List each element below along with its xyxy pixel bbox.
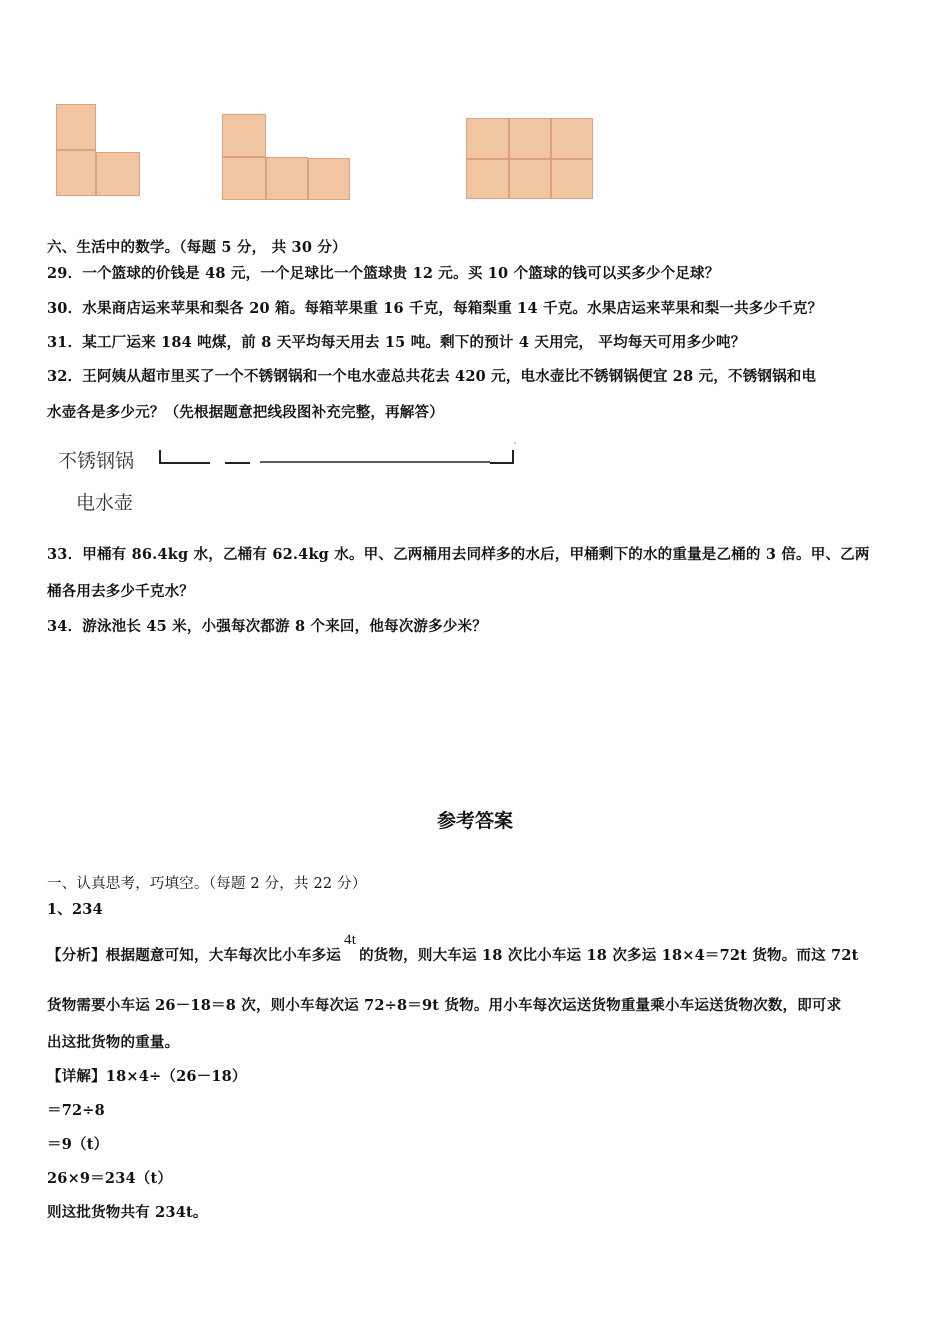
question-29: 29．一个篮球的价钱是 48 元，一个足球比一个篮球贵 12 元。买 10 个篮球的钱可以买多少个足球？ (47, 265, 720, 282)
square (266, 157, 308, 200)
answers-title: 参考答案 (436, 810, 513, 832)
square (551, 159, 593, 199)
segment-label-pot: 不锈钢锅 (58, 450, 135, 472)
figure-rectangle-grid (466, 118, 594, 200)
square (551, 118, 593, 159)
question-32-line1: 32．王阿姨从超市里买了一个不锈钢锅和一个电水壶总共花去 420 元，电水壶比不锈钢锅便宜 28 元，不锈钢锅和电 (47, 368, 817, 385)
question-32-line2: 水壶各是多少元？（先根据题意把线段图补充完整，再解答） (47, 404, 444, 421)
analysis-part1: 【分析】根据题意可知，大车每次比小车多运 (47, 947, 341, 964)
detail-line3: ＝9（t） (47, 1136, 109, 1153)
square (222, 114, 266, 157)
analysis-part2: 的货物，则大车运 18 次比小车运 18 次多运 18×4＝72t 货物。而这 72t (359, 947, 859, 964)
square (222, 157, 266, 200)
question-31: 31．某工厂运来 184 吨煤，前 8 天平均每天用去 15 吨。剩下的预计 4 天用完， 平均每天可用多少吨？ (47, 334, 746, 351)
analysis-line2: 货物需要小车运 26－18＝8 次，则小车每次运 72÷8＝9t 货物。用小车每次运送货物重量乘小车运送货物次数，即可求 (47, 997, 842, 1014)
square (466, 118, 509, 159)
question-33-line1: 33．甲桶有 86.4kg 水，乙桶有 62.4kg 水。甲、乙两桶用去同样多的水后，甲桶剩下的水的重量是乙桶的 3 倍。甲、乙两 (47, 546, 870, 563)
figure-l-shape-small (56, 104, 142, 198)
square (308, 158, 350, 200)
square (96, 152, 140, 196)
question-30: 30．水果商店运来苹果和梨各 20 箱。每箱苹果重 16 千克，每箱梨重 14 千克。水果店运来苹果和梨一共多少千克？ (47, 300, 823, 317)
square (56, 150, 96, 196)
analysis-superscript: 4t (344, 932, 357, 948)
question-33-line2: 桶各用去多少千克水？ (47, 583, 194, 600)
segment-label-kettle: 电水壶 (76, 492, 134, 514)
analysis-line1 (47, 932, 859, 965)
segment-diagram (150, 440, 530, 470)
answers-section1-heading: 一、认真思考，巧填空。（每题 2 分，共 22 分） (47, 876, 367, 892)
square (466, 159, 509, 199)
analysis-line3: 出这批货物的重量。 (47, 1034, 180, 1051)
detail-line2: ＝72÷8 (47, 1102, 105, 1119)
figure-l-shape-wide (222, 114, 352, 202)
section-heading: 六、生活中的数学。（每题 5 分， 共 30 分） (47, 239, 347, 256)
detail-line5: 则这批货物共有 234t。 (47, 1204, 208, 1221)
question-34: 34．游泳池长 45 米，小强每次都游 8 个来回，他每次游多少米？ (47, 618, 487, 635)
answer-1: 1、234 (47, 901, 103, 918)
square (509, 118, 551, 159)
detail-line4: 26×9＝234（t） (47, 1170, 173, 1187)
square (56, 104, 96, 150)
square (509, 159, 551, 199)
detail-line1: 【详解】18×4÷（26－18） (47, 1068, 247, 1085)
